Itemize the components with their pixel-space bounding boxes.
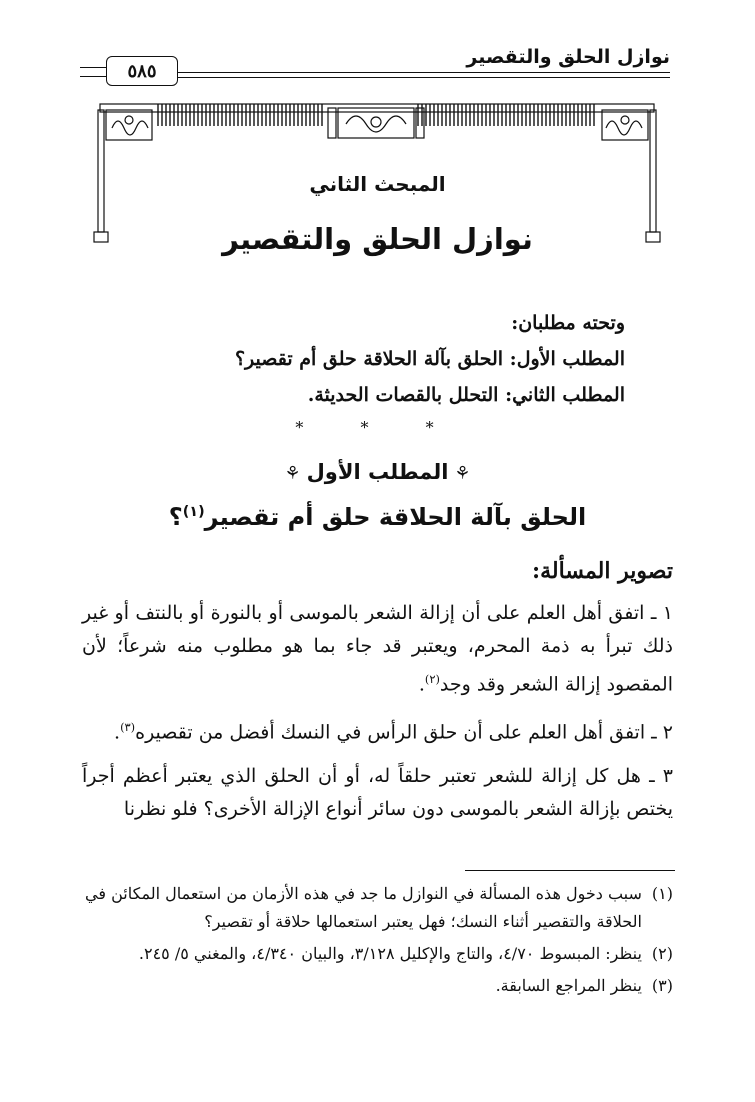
subsection-heading bbox=[0, 460, 755, 484]
question-title bbox=[0, 503, 755, 531]
paragraph-end: . bbox=[114, 721, 121, 744]
page-number bbox=[106, 56, 178, 86]
intro-item: المطلب الثاني: التحلل بالقصات الحديثة. bbox=[307, 384, 625, 406]
body-paragraphs bbox=[82, 597, 673, 836]
issue-heading: تصوير المسألة: bbox=[532, 558, 673, 584]
intro-lead: وتحته مطلبان: bbox=[511, 312, 625, 334]
footnote-marker: (٣) bbox=[120, 720, 136, 735]
flourish-right-icon: ⚘ bbox=[454, 463, 471, 484]
footnote bbox=[82, 972, 673, 1000]
paragraph-text: ٢ ـ اتفق أهل العلم على أن حلق الرأس في النسك أفضل من تقصيره bbox=[135, 721, 673, 744]
paragraph-text: ١ ـ اتفق أهل العلم على أن إزالة الشعر بالموسى أو بالنورة أو بالنتف أو غير ذلك تبرأ به ذمة المحرم، ويعتبر قد جاء بما هو مطلوب منه شرعاً؛ لأن المقصود إزالة الشعر وقد وجد bbox=[82, 602, 673, 696]
paragraph bbox=[82, 597, 673, 701]
intro-item: المطلب الأول: الحلق بآلة الحلاقة حلق أم تقصير؟ bbox=[234, 348, 625, 370]
page-number-text: ٥٨٥ bbox=[127, 60, 157, 82]
footnote-text: ينظر المراجع السابقة. bbox=[495, 976, 642, 995]
footnote bbox=[82, 940, 673, 968]
paragraph-text: ٣ ـ هل كل إزالة للشعر تعتبر حلقاً له، أو أن الحلق الذي يعتبر أعظم أجراً يختص بإزالة الشعر بالموسى دون سائر أنواع الإزالة الأخرى؟ فلو نظرنا bbox=[82, 764, 673, 820]
section-separator: * * * bbox=[295, 418, 460, 437]
paragraph bbox=[82, 711, 673, 749]
footnote-marker: (١) bbox=[182, 504, 205, 520]
page-number-rule bbox=[80, 67, 106, 77]
intro-block bbox=[105, 305, 625, 413]
footnotes bbox=[82, 880, 673, 1004]
running-title: نوازل الحلق والتقصير bbox=[466, 46, 670, 68]
footnote-number: (١) bbox=[651, 884, 673, 903]
footnote-number: (٢) bbox=[651, 944, 673, 963]
section-title: نوازل الحلق والتقصير bbox=[222, 222, 533, 256]
footnote-number: (٣) bbox=[651, 976, 673, 995]
section-label: المبحث الثاني bbox=[309, 172, 446, 196]
flourish-left-icon: ⚘ bbox=[284, 463, 301, 484]
paragraph-end: . bbox=[418, 673, 425, 696]
header-rule bbox=[178, 72, 670, 78]
question-mark: ؟ bbox=[168, 503, 183, 531]
subsection-heading-text: المطلب الأول bbox=[306, 460, 449, 484]
question-title-text: الحلق بآلة الحلاقة حلق أم تقصير bbox=[204, 503, 587, 531]
footnote bbox=[82, 880, 673, 936]
paragraph bbox=[82, 760, 673, 826]
footnote-rule bbox=[465, 870, 675, 871]
footnote-marker: (٢) bbox=[424, 672, 440, 686]
footnote-text: ينظر: المبسوط ٤/٧٠، والتاج والإكليل ٣/١٢٨، والبيان ٤/٣٤٠، والمغني ٥/ ٢٤٥. bbox=[138, 944, 642, 963]
footnote-text: سبب دخول هذه المسألة في النوازل ما جد في هذه الأزمان من استعمال المكائن في الحلاقة والتقصير أثناء النسك؛ فهل يعتبر استعمالها حلاقة أو تقصير؟ bbox=[85, 884, 642, 931]
